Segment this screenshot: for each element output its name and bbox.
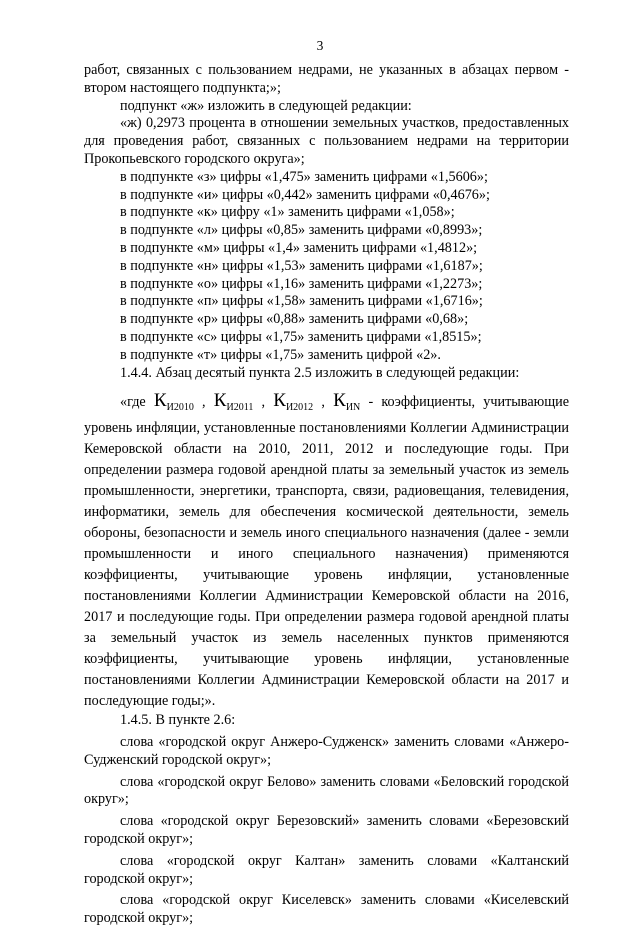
paragraph: слова «городской округ Анжеро-Судженск» заменить словами «Анжеро-Судженский городской округ»; xyxy=(84,733,569,768)
paragraph: 1.4.4. Абзац десятый пункта 2.5 изложить в следующей редакции: xyxy=(120,364,520,381)
paragraph: подпункт «ж» изложить в следующей редакции: xyxy=(120,97,412,114)
paragraph: в подпункте «с» цифры «1,75» заменить цифрами «1,8515»; xyxy=(120,328,482,345)
paragraph: в подпункте «и» цифры «0,442» заменить цифрами «0,4676»; xyxy=(120,186,490,203)
page-number: 3 xyxy=(316,38,324,53)
paragraph: работ, связанных с пользованием недрами, не указанных в абзацах первом - втором настоящего подпункта;»; xyxy=(84,62,569,96)
coefficient-symbol: К xyxy=(333,390,346,412)
formula-paragraph xyxy=(84,390,569,712)
paragraph: в подпункте «о» цифры «1,16» заменить цифрами «1,2273»; xyxy=(120,275,483,292)
coefficient-subscript: ИN xyxy=(345,402,361,414)
body-text xyxy=(84,62,569,928)
coefficient-subscript: И2011 xyxy=(226,402,254,414)
paragraph: слова «городской округ Белово» заменить словами «Беловский городской округ»; xyxy=(84,773,569,808)
separator: , xyxy=(313,394,334,411)
paragraph: «ж) 0,2973 процента в отношении земельных участков, предоставленных для проведения работ, связанных с пользованием недрами на территории Прокопьевского городского округа»; xyxy=(84,115,569,167)
paragraph: слова «городской округ Киселевск» заменить словами «Киселевский городской округ»; xyxy=(84,892,569,927)
separator: , xyxy=(193,394,214,411)
paragraph: слова «городской округ Березовский» заменить словами «Березовский городской округ»; xyxy=(84,813,569,847)
coefficient-subscript: И2012 xyxy=(285,402,314,414)
paragraph: в подпункте «л» цифры «0,85» заменить цифрами «0,8993»; xyxy=(120,222,483,239)
coefficient-symbol: К xyxy=(273,390,286,412)
paragraph: в подпункте «н» цифры «1,53» заменить цифрами «1,6187»; xyxy=(120,257,483,274)
paragraph: слова «городской округ Калтан» заменить словами «Калтанский городской округ»; xyxy=(84,852,569,887)
formula-open: «где xyxy=(120,394,154,411)
paragraph: в подпункте «т» цифры «1,75» заменить цифрой «2». xyxy=(120,346,441,363)
formula-rest: - коэффициенты, учитывающие уровень инфляции, установленные постановлениями Коллегии Администрации Кемеровской области на 2010, 2011, 2012 и последующие годы. При определении размера годовой арендной платы за земельный участок из земель промышленности, энергетики, транспорта, связи, радиовещания, телевидения, информатики, земель для обеспечения космической деятельности, земель обороны, безопасности и земель иного специального назначения (далее - земли промышленности и иного специального назначения) применяются коэффициенты, учитывающие уровень инфляции, установленные постановлениями Коллегии Администрации Кемеровской области на 2016, 2017 и последующие годы. При определении размера годовой арендной платы за земельный участок из земель населенных пунктов применяются коэффициенты, учитывающие уровень инфляции, установленные постановлениями Коллегии Администрации Кемеровской области на 2017 и последующие годы;». xyxy=(84,394,570,710)
coefficient-symbol: К xyxy=(153,390,167,412)
paragraph: в подпункте «п» цифры «1,58» заменить цифрами «1,6716»; xyxy=(120,293,483,310)
paragraph: 1.4.5. В пункте 2.6: xyxy=(120,712,236,729)
paragraph: в подпункте «к» цифру «1» заменить цифрами «1,058»; xyxy=(120,204,455,221)
paragraph: в подпункте «з» цифры «1,475» заменить цифрами «1,5606»; xyxy=(120,168,488,185)
coefficient-symbol: К xyxy=(213,390,227,412)
coefficient-subscript: И2010 xyxy=(166,402,194,414)
paragraph: в подпункте «р» цифры «0,88» заменить цифрами «0,68»; xyxy=(120,311,469,328)
separator: , xyxy=(253,394,274,411)
paragraph: в подпункте «м» цифры «1,4» заменить цифрами «1,4812»; xyxy=(120,239,478,256)
